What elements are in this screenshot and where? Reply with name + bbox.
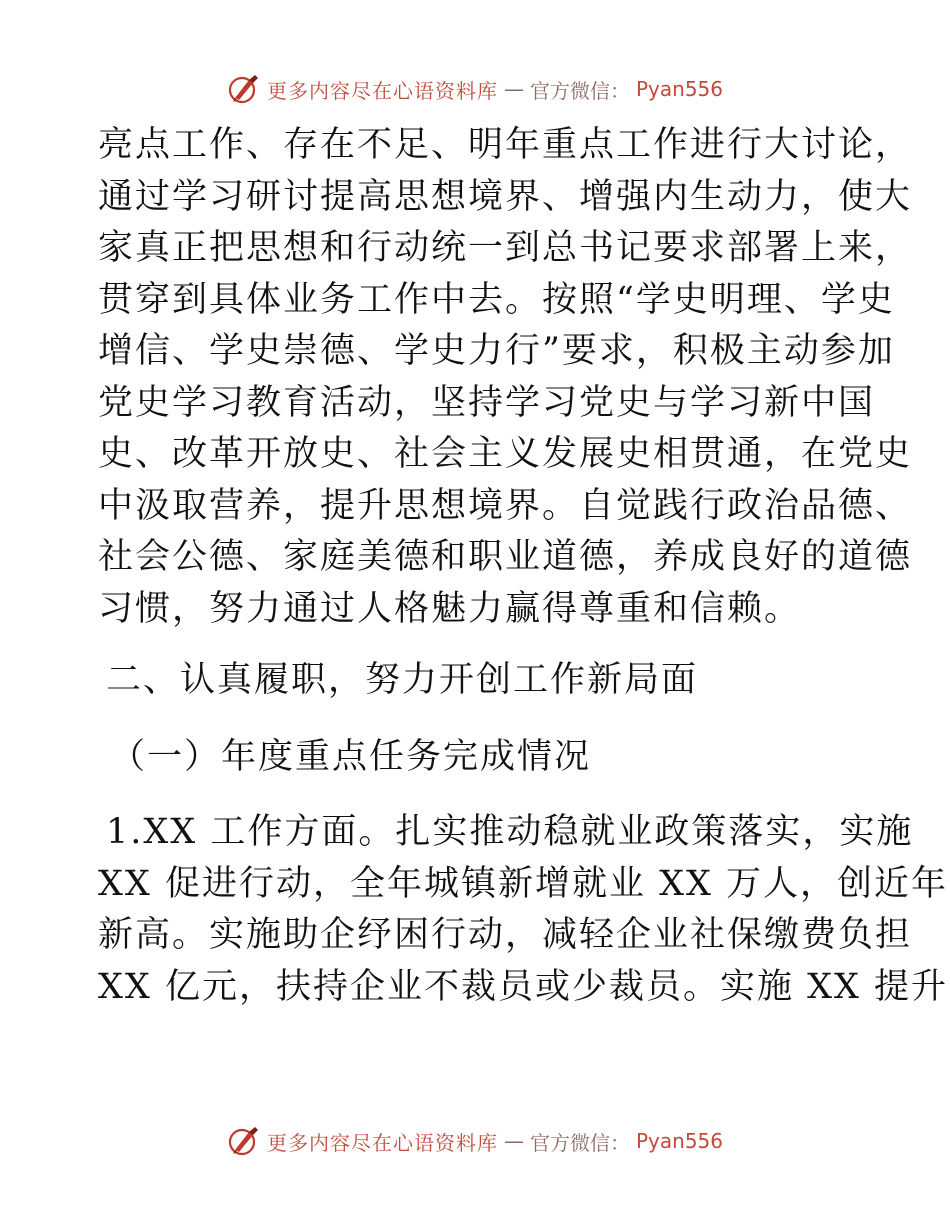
text-line: XX 促进行动，全年城镇新增就业 XX 万人，创近年 [98, 863, 949, 904]
document-body [98, 120, 949, 1013]
subsection-heading: （一）年度重点任务完成情况 [110, 736, 592, 777]
text-line: 贯穿到具体业务工作中去。按照“学史明理、学史 [98, 279, 895, 320]
watermark-header [0, 72, 950, 106]
text-line: 中汲取营养，提升思想境界。自觉践行政治品德、 [98, 485, 913, 526]
watermark-wechat-id: Pyan556 [635, 77, 723, 101]
paragraph-1 [98, 120, 913, 635]
watermark-separator: — [503, 77, 524, 101]
text-line: 亮点工作、存在不足、明年重点工作进行大讨论， [98, 125, 913, 165]
text-line: XX 亿元，扶持企业不裁员或少裁员。实施 XX 提升 [98, 966, 949, 1007]
watermark-separator: — [503, 1129, 524, 1153]
watermark-wechat-id: Pyan556 [635, 1129, 723, 1153]
text-line: 通过学习研讨提高思想境界、增强内生动力，使大 [98, 176, 913, 217]
text-line: 史、改革开放史、社会主义发展史相贯通，在党史 [98, 434, 913, 474]
text-line: 习惯，努力通过人格魅力赢得尊重和信赖。 [98, 588, 802, 629]
watermark-footer [0, 1124, 950, 1158]
text-line: 社会公德、家庭美德和职业道德，养成良好的道德 [98, 537, 913, 577]
text-line: 增信、学史崇德、学史力行”要求，积极主动参加 [98, 331, 895, 371]
section-heading: 二、认真履职，努力开创工作新局面 [106, 660, 699, 700]
watermark-wechat-label: 官方微信： [529, 78, 630, 103]
text-line: 党史学习教育活动，坚持学习党史与学习新中国 [98, 382, 876, 423]
pen-logo-icon [227, 1124, 261, 1158]
watermark-text: 更多内容尽在心语资料库 [266, 1130, 498, 1155]
watermark-text: 更多内容尽在心语资料库 [266, 78, 498, 103]
pen-logo-icon [227, 72, 261, 106]
watermark-wechat-label: 官方微信： [529, 1130, 630, 1155]
paragraph-2 [98, 807, 949, 1013]
text-line: 家真正把思想和行动统一到总书记要求部署上来， [98, 228, 913, 268]
text-line: 1.XX 工作方面。扎实推动稳就业政策落实，实施 [106, 812, 914, 852]
text-line: 新高。实施助企纾困行动，减轻企业社保缴费负担 [98, 915, 913, 955]
